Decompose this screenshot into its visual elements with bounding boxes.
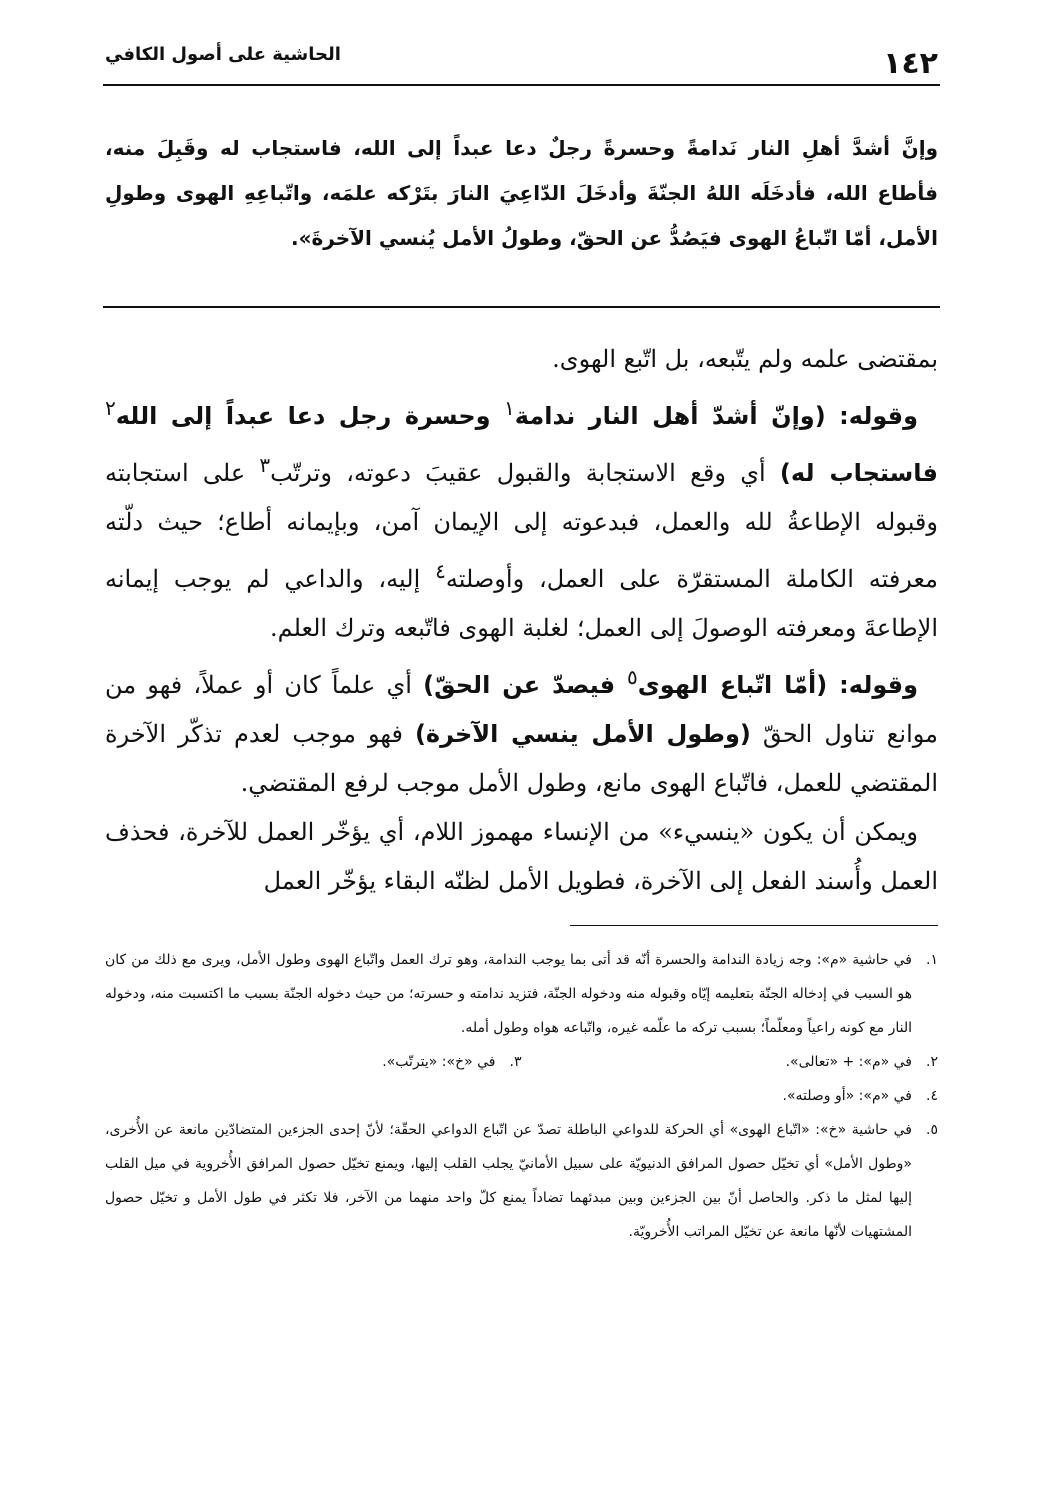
footnote-row: [105, 1045, 938, 1079]
hadith-text: وإنَّ أشدَّ أهلِ النار نَدامةً وحسرةً رجلٌ دعا عبداً إلى الله، فاستجاب له وقَبِلَ منه، فأطاع الله، فأدخَلَه اللهُ الجنّةَ وأدخَلَ الدّاعِيَ النارَ بتَرْكه علمَه، واتّباعِهِ الهوى وطولِ الأمل، أمّا اتّباعُ الهوى فيَصُدُّ عن الحقّ، وطولُ الأمل يُنسي الآخرةَ».: [105, 136, 938, 250]
footnote-text: في حاشية «م»: وجه زيادة الندامة والحسرة أنّه قد أتى بما يوجب الندامة، وهو ترك العمل واتّباع الهوى وطول الأمل، ويرى مع ذلك من كان هو السبب في إدخاله الجنّة بتعليمه إيّاه وقبوله منه ودخوله الجنّة، فتزيد ندامته و حسرته؛ من حيث دخوله الجنّة بسبب ما اكتسبت منه، ودخوله النار مع كونه راعياً ومعلّماً؛ بسبب تركه ما علّمه غيره، واتّباعه هواه وطول أمله.: [105, 952, 912, 1036]
quoted-text: وقوله: (وإنّ أشدّ أهل النار ندامة: [514, 402, 919, 430]
footnote-number: ١.: [926, 952, 938, 968]
footnote-ref[interactable]: ٤: [435, 559, 446, 583]
footnote-ref[interactable]: ١: [504, 396, 515, 420]
quoted-text: وحسرة رجل دعا عبداً إلى الله: [115, 402, 505, 430]
quoted-text: فيصدّ عن الحقّ): [423, 671, 628, 699]
footnote-text: في «م»: «أو وصلته».: [782, 1088, 912, 1104]
footnote-ref[interactable]: ٣: [259, 453, 271, 477]
commentary-text: إليه، والداعي لم يوجب إيمانه الإطاعةَ ومعرفته الوصولَ إلى العمل؛ لغلبة الهوى فاتّبعه وترك العلم.: [105, 565, 938, 642]
footnote-3: [105, 1045, 522, 1079]
quoted-text: فاستجاب له): [779, 459, 939, 487]
commentary-text: فهو موجب لعدم تذكّر الآخرة المقتضي للعمل، فاتّباع الهوى مانع، وطول الأمل موجب لرفع المقتضي.: [105, 720, 938, 797]
footnotes: [105, 943, 938, 1249]
footnote-number: ٣.: [509, 1054, 522, 1070]
page-header: [105, 36, 938, 80]
footnote-text: في حاشية «خ»: «اتّباع الهوى» أي الحركة للدواعي الباطلة تصدّ عن اتّباع الدواعي الحقّة؛ لأنّ إحدى الجزءين المتضادّين مانعة عن الأُخرى، «وطول الأمل» أي تخيّل حصول المرافق الدنيويّة على سبيل الأمانيّ يجلب القلب إليها، ويمنع تخيّل حصول المرافق الأُخروية في ميل القلب إليها لمثل ما ذكر. والحاصل أنّ بين الجزءين وبين مبدئهما تضاداً يمنع كلّ واحد منهما من الآخر، فلا تكثر في طول الأمل و تخيّل حصول المشتهيات لأنّها مانعة عن تخيّل المراتب الأُخرويّة.: [105, 1122, 912, 1240]
footnote-number: ٢.: [926, 1054, 938, 1070]
footnote-divider: [570, 925, 938, 926]
hadith-divider: [103, 306, 940, 308]
footnote-5: [105, 1113, 938, 1249]
page-number: ١٤٢: [883, 46, 938, 81]
commentary-text: على استجابته وقبوله الإطاعةُ لله والعمل، فبدعوته إلى الإيمان آمن، وبإيمانه أطاع؛ حيث دلّته معرفته الكاملة المستقرّة على العمل، وأوصلته: [105, 459, 938, 593]
footnote-1: [105, 943, 938, 1045]
commentary-text: أي علماً كان أو عملاً، فهو من موانع تناول الحقّ: [105, 671, 939, 748]
quoted-text: (وطول الأمل ينسي الآخرة): [414, 720, 751, 748]
footnote-4: [105, 1079, 938, 1113]
commentary: [105, 335, 938, 906]
commentary-paragraph: بمقتضى علمه ولم يتّبعه، بل اتّبع الهوى.: [552, 345, 938, 373]
footnote-2: [522, 1045, 939, 1079]
running-title: الحاشية على أصول الكافي: [105, 44, 341, 65]
footnote-text: في «م»: + «تعالى».: [785, 1054, 912, 1070]
footnote-number: ٤.: [926, 1088, 938, 1104]
quoted-text: وقوله: (أمّا اتّباع الهوى: [637, 671, 919, 699]
commentary-paragraph: [105, 653, 938, 808]
header-divider: [103, 84, 940, 86]
commentary-text: أي وقع الاستجابة والقبول عقيبَ دعوته، وترتّب: [270, 459, 780, 487]
footnote-number: ٥.: [926, 1122, 938, 1138]
footnote-text: في «خ»: «يترتّب».: [382, 1054, 496, 1070]
footnote-ref[interactable]: ٥: [627, 665, 638, 689]
footnote-ref[interactable]: ٢: [105, 396, 116, 420]
commentary-paragraph: [105, 384, 938, 653]
commentary-paragraph: ويمكن أن يكون «ينسيء» من الإنساء مهموز اللام، أي يؤخّر العمل للآخرة، فحذف العمل وأُسند الفعل إلى الآخرة، فطويل الأمل لظنّه البقاء يؤخّر العمل: [105, 818, 938, 895]
